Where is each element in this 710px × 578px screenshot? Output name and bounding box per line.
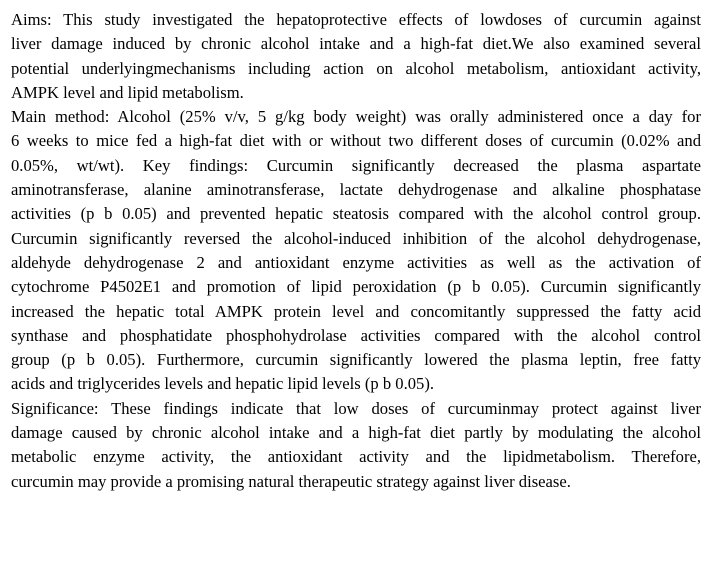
aims-paragraph xyxy=(11,8,701,105)
abstract-document xyxy=(11,8,701,494)
text-line: potential underlyingmechanisms including action on alcohol metabolism, antioxidant activity, xyxy=(11,58,701,78)
text-line: Aims: This study investigated the hepatoprotective effects of lowdoses of curcumin against xyxy=(11,10,701,29)
main-method-paragraph xyxy=(11,105,701,397)
text-line: increased the hepatic total AMPK protein level and concomitantly suppressed the fatty acid xyxy=(11,301,701,321)
text-line: 6 weeks to mice fed a high-fat diet with or without two different doses of curcumin (0.02% and xyxy=(11,131,701,151)
significance-paragraph xyxy=(11,397,701,494)
text-line: 0.05%, wt/wt). Key findings: Curcumin significantly decreased the plasma aspartate xyxy=(11,155,701,175)
text-line: AMPK level and lipid metabolism. xyxy=(11,82,244,102)
text-line: group (p b 0.05). Furthermore, curcumin significantly lowered the plasma leptin, free fatty xyxy=(11,350,701,370)
text-line: metabolic enzyme activity, the antioxidant activity and the lipidmetabolism. Therefore, xyxy=(11,447,701,467)
text-line: liver damage induced by chronic alcohol intake and a high-fat diet.We also examined several xyxy=(11,34,701,54)
text-line: aminotransferase, alanine aminotransferase, lactate dehydrogenase and alkaline phosphatase xyxy=(11,180,701,200)
text-line: activities (p b 0.05) and prevented hepatic steatosis compared with the alcohol control group. xyxy=(11,204,701,224)
text-line: damage caused by chronic alcohol intake and a high-fat diet partly by modulating the alcohol xyxy=(11,423,701,443)
text-line: Significance: These findings indicate that low doses of curcuminmay protect against liver xyxy=(11,398,701,418)
text-line: Curcumin significantly reversed the alcohol-induced inhibition of the alcohol dehydrogenase, xyxy=(11,228,701,248)
text-line: Main method: Alcohol (25% v/v, 5 g/kg body weight) was orally administered once a day for xyxy=(11,107,701,127)
text-line: aldehyde dehydrogenase 2 and antioxidant enzyme activities as well as the activation of xyxy=(11,252,701,272)
text-line: curcumin may provide a promising natural therapeutic strategy against liver disease. xyxy=(11,471,571,491)
text-line: acids and triglycerides levels and hepatic lipid levels (p b 0.05). xyxy=(11,374,435,394)
text-line: synthase and phosphatidate phosphohydrolase activities compared with the alcohol control xyxy=(11,325,701,345)
text-line: cytochrome P4502E1 and promotion of lipid peroxidation (p b 0.05). Curcumin significantly xyxy=(11,277,701,297)
